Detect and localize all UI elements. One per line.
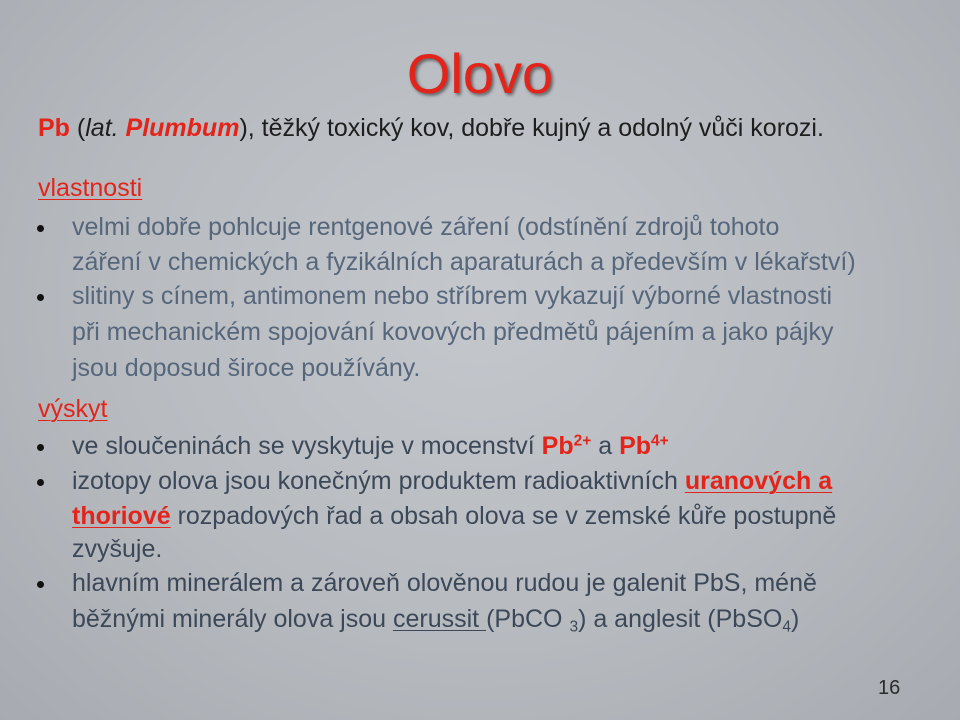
minerals-text: běžnými minerály olova jsou (72, 605, 393, 633)
isotopes-text: rozpadových řad a obsah olova se v zemské kůře postupně (170, 502, 837, 530)
bullet-line-isotopes (72, 464, 832, 499)
intro-description: ), těžký toxický kov, dobře kujný a odolný vůči korozi. (239, 114, 824, 142)
formula-close: ) (790, 605, 800, 633)
bullet-line-minerals: hlavním minerálem a zároveň olověnou rudou je galenit PbS, méně (72, 569, 817, 597)
isotopes-text: izotopy olova jsou konečným produktem radioaktivních (72, 467, 685, 495)
element-symbol: Pb (38, 114, 70, 142)
intro-paren-open: ( (69, 114, 86, 142)
bullet-line: při mechanickém spojování kovových předmětů pájením a jako pájky (72, 318, 834, 346)
valence-conjunction: a (591, 432, 620, 460)
decay-series-highlight: uranových a (684, 467, 833, 495)
cerussite-term: cerussit (392, 605, 487, 633)
heading-properties: vlastnosti (38, 174, 143, 202)
latin-abbreviation: lat. (85, 114, 126, 142)
ion-symbol: Pb (541, 432, 574, 460)
anglesite-text: ) a anglesit (PbSO (578, 605, 783, 633)
bullet-line-isotopes (72, 499, 836, 534)
cerussite-formula: (PbCO (486, 605, 570, 633)
bullet-line: slitiny s cínem, antimonem nebo stříbrem vykazují výborné vlastnosti (72, 282, 833, 310)
bullet-dot (37, 479, 44, 486)
ion-charge: 4+ (651, 432, 669, 450)
bullet-dot (37, 294, 44, 301)
ion-symbol: Pb (619, 432, 652, 460)
valence-text: ve sloučeninách se vyskytuje v mocenství (72, 432, 542, 460)
bullet-line: jsou doposud široce používány. (72, 354, 421, 382)
bullet-line-isotopes: zvyšuje. (72, 535, 163, 563)
slide-title: Olovo (406, 42, 554, 105)
latin-name: Plumbum (125, 114, 240, 142)
decay-series-highlight: thoriové (72, 502, 171, 530)
bullet-dot (37, 225, 44, 232)
page-number: 16 (878, 677, 901, 699)
bullet-line-valence (72, 429, 669, 464)
formula-subscript: 4 (782, 618, 791, 636)
heading-occurrence: výskyt (38, 395, 108, 423)
ion-charge: 2+ (573, 432, 592, 450)
bullet-dot (37, 581, 44, 588)
bullet-line: záření v chemických a fyzikálních aparaturách a především v lékařství) (72, 248, 856, 276)
intro-line (38, 111, 824, 146)
formula-subscript: 3 (569, 618, 579, 636)
bullet-line-minerals (72, 602, 799, 637)
bullet-line: velmi dobře pohlcuje rentgenové záření (odstínění zdrojů tohoto (72, 213, 780, 241)
bullet-dot (37, 444, 44, 451)
